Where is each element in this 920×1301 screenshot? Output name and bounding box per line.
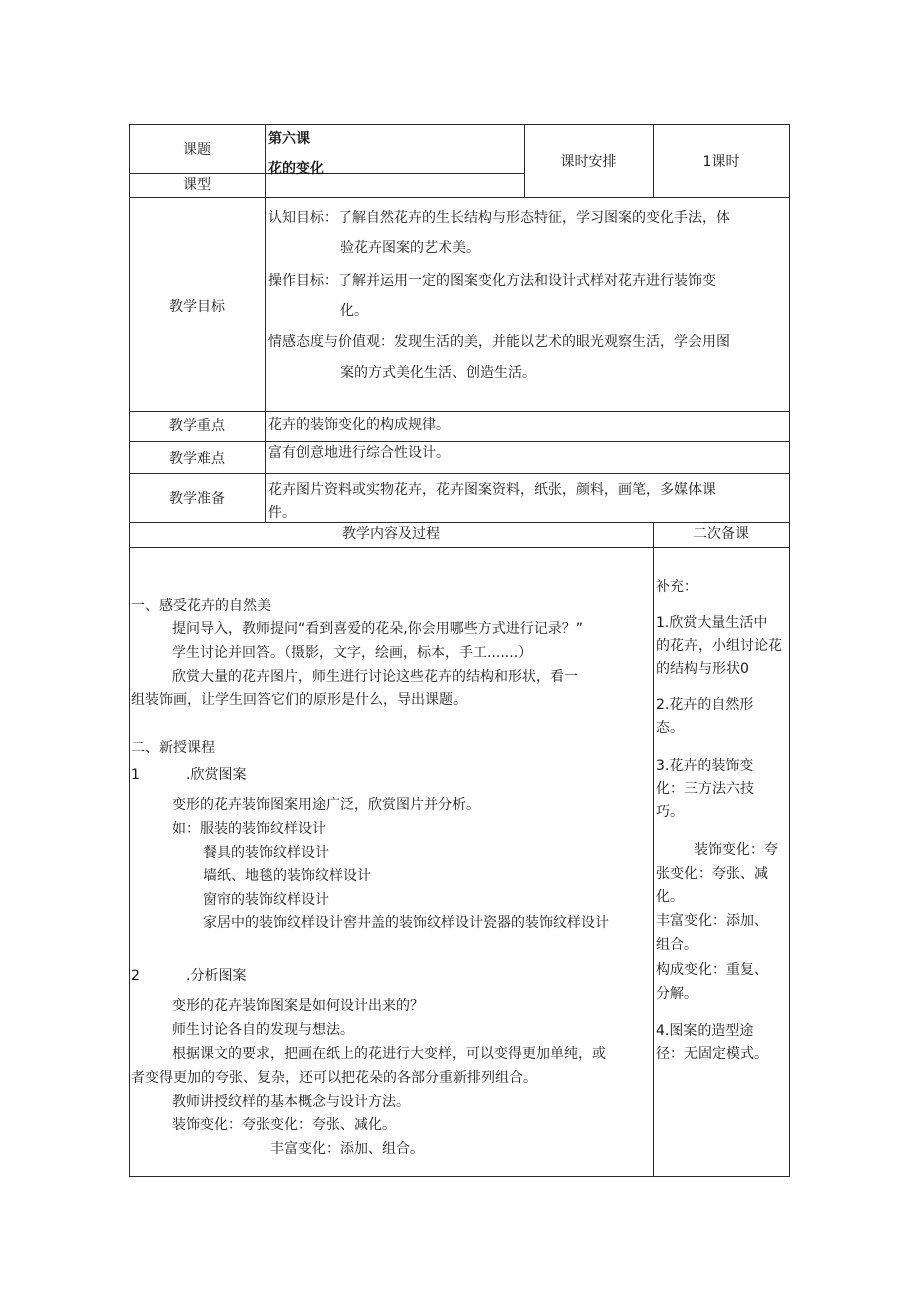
secondary-line: 态。 [656,720,684,736]
secondary-line: 4.图案的造型途 [656,1023,754,1039]
keypoints-label: 教学重点 [169,418,225,434]
process-line: 二、新授课程 [131,740,215,756]
process-line: 如：服装的装饰纹样设计 [172,821,326,837]
objective-line: 验花卉图案的艺术美。 [340,240,480,256]
process-line: 家居中的装饰纹样设计窖井盖的装饰纹样设计瓷器的装饰纹样设计 [203,915,609,931]
objective-line: 认知目标：了解自然花卉的生长结构与形态特征，学习图案的变化手法，体 [268,210,730,226]
schedule-label: 课时安排 [560,154,617,170]
keypoints-value: 花卉的装饰变化的构成规律。 [268,417,450,433]
row-divider-topic-type [129,173,524,174]
secondary-line: 丰富变化：添加、 [656,913,768,929]
objective-line: 操作目标：了解并运用一定的图案变化方法和设计式样对花卉进行装饰变 [268,273,716,289]
secondary-line: 巧。 [656,804,684,820]
row-divider-difficulties [129,473,790,474]
row-divider-header [129,197,790,198]
process-line: .分析图案 [186,968,247,984]
secondary-line: 补充： [656,579,698,595]
process-column-divider [653,522,654,1177]
process-line: 教师讲授纹样的基本概念与设计方法。 [172,1094,410,1110]
secondary-line: 3.花卉的装饰变 [656,758,754,774]
table-border-bottom [129,1176,790,1177]
process-line: 餐具的装饰纹样设计 [203,845,329,861]
row-divider-preparation [129,522,790,523]
topic-line-1: 第六课 [268,131,310,147]
secondary-line: 的结构与形状0 [656,661,749,677]
process-line: 师生讨论各自的发现与想法。 [172,1022,354,1038]
objectives-label: 教学目标 [169,299,225,315]
secondary-line: 分解。 [656,986,698,1002]
row-divider-process-header [129,547,790,548]
difficulties-value: 富有创意地进行综合性设计。 [268,445,450,461]
process-line: 墙纸、地毯的装饰纹样设计 [203,868,371,884]
secondary-line: 张变化：夸张、减 [656,866,768,882]
process-line: 丰富变化：添加、组合。 [270,1141,424,1157]
table-border-left [129,124,130,1177]
secondary-line: 构成变化：重复、 [656,962,768,978]
process-line: 根据课文的要求，把画在纸上的花进行大变样，可以变得更加单纯，或 [172,1046,606,1062]
topic-line-2: 花的变化 [268,161,324,177]
process-content-label: 教学内容及过程 [342,526,440,542]
secondary-line: 2.花卉的自然形 [656,697,754,713]
objective-line: 案的方式美化生活、创造生活。 [340,365,536,381]
topic-label: 课题 [183,142,211,158]
objective-line: 化。 [340,303,368,319]
row-divider-objectives [129,411,790,412]
row-divider-keypoints [129,441,790,442]
process-line: 变形的花卉装饰图案是如何设计出来的？ [172,998,424,1014]
process-line: 装饰变化：夸张变化：夸张、减化。 [172,1117,396,1133]
schedule-value: 1课时 [702,154,740,170]
secondary-line: 1.欣赏大量生活中 [656,615,768,631]
secondary-line: 组合。 [656,937,698,953]
secondary-line: 的花卉，小组讨论花 [656,638,782,654]
preparation-line-1: 花卉图片资料或实物花卉，花卉图案资料，纸张，颜料，画笔，多媒体课 [268,482,716,498]
process-line: 学生讨论并回答。（摄影，文字，绘画，标本，手工.......） [172,645,533,661]
type-label: 课型 [183,177,211,193]
secondary-line: 化：三方法六技 [656,781,754,797]
process-line: 1 [131,767,140,783]
secondary-prep-label: 二次备课 [693,526,749,542]
secondary-line: 装饰变化：夸 [694,842,778,858]
process-line: .欣赏图案 [186,767,247,783]
label-column-divider [265,124,266,523]
preparation-label: 教学准备 [169,491,225,507]
process-line: 一、感受花卉的自然美 [131,598,271,614]
preparation-line-2: 件。 [268,505,296,521]
table-border-right [789,124,790,1177]
secondary-line: 径：无固定模式。 [656,1046,768,1062]
objective-line: 情感态度与价值观：发现生活的美，并能以艺术的眼光观察生活，学会用图 [268,334,730,350]
process-line: 2 [131,968,140,984]
process-line: 变形的花卉装饰图案用途广泛，欣赏图片并分析。 [172,797,480,813]
secondary-line: 化。 [656,889,684,905]
process-line: 者变得更加的夸张、复杂，还可以把花朵的各部分重新排列组合。 [131,1070,537,1086]
process-line: 提问导入，教师提问“看到喜爱的花朵,你会用哪些方式进行记录？” [172,621,583,637]
process-line: 组装饰画，让学生回答它们的原形是什么，导出课题。 [131,692,467,708]
table-border-top [129,124,790,125]
process-line: 窗帘的装饰纹样设计 [203,892,329,908]
process-line: 欣赏大量的花卉图片，师生进行讨论这些花卉的结构和形状，看一 [172,669,578,685]
difficulties-label: 教学难点 [169,451,225,467]
